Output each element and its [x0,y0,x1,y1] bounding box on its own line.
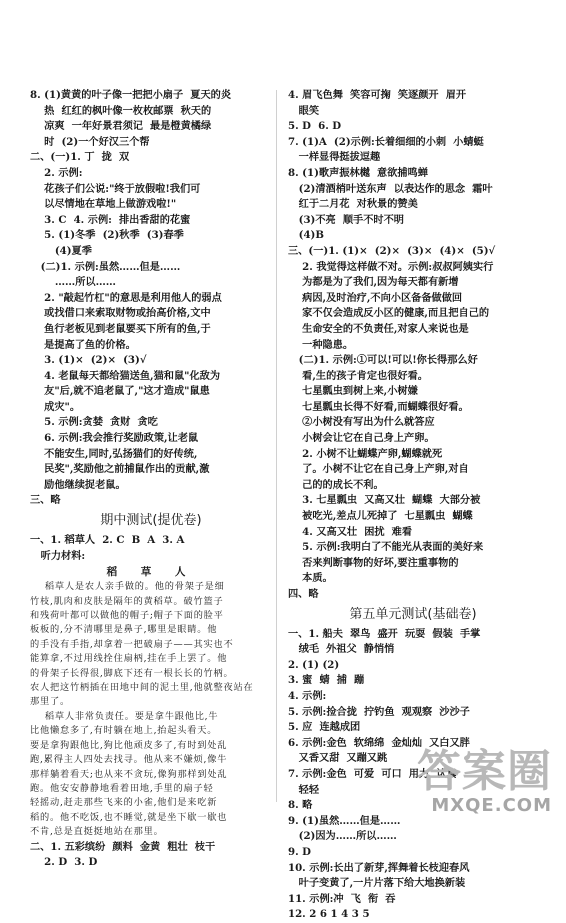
answer-line: ②小树没有写出为什么就答应 [288,416,435,429]
answer-line: 家不仅会造成反小区的健康,而且把自己的 [288,307,490,320]
answer-line: 被吃光,差点儿死掉了 七星瓢虫 蝴蝶 [288,510,473,523]
passage-line: 轻摇动,赶走那些飞来的小雀,他们是来吃新 [30,797,218,809]
answer-line: 3. 蜜 蜻 捕 蹦 [288,674,365,687]
answer-line: 励他继续捉老鼠。 [30,478,126,491]
answer-line: 己的的成长不利。 [288,478,384,491]
answer-line: 花孩子们公说:"终于放假啦!我们可 [30,182,201,195]
answer-line: 2. 小树不让蝴蝶产卵,蝴蝶就死 [288,447,443,460]
answer-line: 是提高了鱼的价格。 [30,338,136,351]
answer-line: (4)夏季 [30,244,92,257]
answer-line: 2. "敲起竹杠"的意思是利用他人的弱点 [30,291,222,304]
answer-line: 生命安全的不负责任,对家人来说也是 [288,322,469,335]
passage-line: 稻草人非常负责任。要是拿牛跟他比,牛 [30,710,219,722]
answer-line: ……所以…… [30,276,116,289]
answer-line: 了。小树不让它在自己身上产卵,对自 [288,463,469,476]
passage-line: 比他懒怠多了,有时躺在地上,抬起头看天。 [30,725,218,737]
passage-line: 竹枝,肌肉和皮肤是隔年的黄稻草。破竹篮子 [30,595,224,607]
answer-line: 三、(一)1. (1)× (2)× (3)× (4)× (5)√ [288,244,496,257]
answer-line: 5. 示例:贪婪 贪财 贪吃 [30,416,158,429]
answer-line: 三、略 [30,494,61,507]
answer-line: 二、1. 五彩缤纷 颜料 金黄 粗壮 枝干 [30,840,216,853]
answer-line: 8. (1)歌声振林樾 意欲捕鸣蝉 [288,166,428,179]
passage-line: 不肯,总是直挺挺地站在那里。 [30,826,164,838]
answer-line: 7. 示例:金色 可爱 可口 用力 认真 [288,767,457,780]
answer-line: 听力材料: [30,549,86,562]
answer-line: (2)清酒梢叶送东声 以表达作的思念 霜叶 [288,182,493,195]
answer-line: 4. 眉飞色舞 笑容可掬 笑逐颜开 眉开 [288,89,467,101]
answer-line: 一、1. 船夫 翠鸟 盛开 玩耍 假装 手掌 [288,627,481,640]
passage-line: 稻草人是农人亲手做的。他的骨架子是细 [30,581,225,593]
column-divider [276,90,277,802]
passage-line: 要是拿狗跟他比,狗比他顽皮多了,有时到处乱 [30,739,228,751]
answer-line: (二)1. 示例:①可以!可以!你长得那么好 [288,354,478,367]
answer-line: 3. C 4. 示例: 排出香甜的花蜜 [30,213,191,226]
answer-line: 12. 2 6 1 4 3 5 [288,908,370,921]
answer-line: 轻轻 [288,783,320,796]
answer-line: 9. D [288,845,312,858]
passage-line: 那里了。 [30,696,70,708]
answer-line: 否来判断事物的好坏,要注重事物的 [288,556,459,569]
answer-line: 一种隐患。 [288,338,354,351]
answer-line: 4. 老鼠每天都给猫送鱼,猫和鼠"化敌为 [30,369,221,382]
answer-line: 5. D 6. D [288,120,342,133]
answer-line: 红于二月花 对秋景的赞美 [288,198,418,211]
answer-line: 时 (2)一个好汉三个帮 [30,135,150,148]
answer-line: 七星瓢虫长得不好看,而蝴蝶很好看。 [288,400,469,413]
answer-line: 2. (1) (2) [288,658,340,671]
answer-line: 以尽情地在草地上做游戏啦!" [30,198,177,211]
answer-line: 2. D 3. D [30,856,98,869]
answer-line: 4. 示例: [288,689,327,702]
answer-line: (4)B [288,229,324,242]
answer-line: 5. (1)冬季 (2)秋季 (3)春季 [30,229,184,242]
answer-line: 热 红红的枫叶像一枚枚邮票 秋天的 [30,104,212,117]
answer-line: 3. (1)× (2)× (3)√ [30,354,147,367]
answer-line: 2. 示例: [30,166,83,179]
passage-line: 稻的。他不吃饭,也不睡觉,就是坐下歇一歇也 [30,811,228,823]
answer-line: 四、略 [288,588,319,600]
answer-line: 8. (1)黄黄的叶子像一把把小扇子 夏天的炎 [30,89,232,101]
answer-line: 4. 又高又壮 困扰 难看 [288,525,413,538]
answer-line: 小树会让它在自己身上产卵。 [288,432,435,445]
passage-title: 稻 草 人 [106,566,196,579]
passage-line: 跑。他安安静静地看着田地,手里的扇子轻 [30,782,214,794]
answer-line: (3)不亮 顺手不时不明 [288,213,404,226]
answer-line: 或找借口来索取财物或抬高价格,文中 [30,307,211,320]
answer-line: 凉爽 一年好景君须记 最是橙黄橘绿 [30,120,212,133]
answer-line: 6. 示例:我会推行奖励政策,让老鼠 [30,432,199,445]
passage-line: 跑,累得主人四处去找寻。他从来不嫌烦,像牛 [30,754,228,766]
left-column [30,88,272,871]
answer-line: 9. (1)虽然……但是…… [288,814,401,827]
answer-line: 鱼行老板见到老鼠要买下所有的鱼,于 [30,322,211,335]
answer-line: 10. 示例:长出了新芽,挥舞着长枝迎春风 [288,861,470,874]
answer-line: 5. 示例:捡合拢 拧钓鱼 观观察 沙沙子 [288,705,470,718]
answer-line: 5. 应 连越成团 [288,721,361,734]
answer-line: 眼笑 [288,104,320,117]
watermark [417,748,552,816]
answer-line: 5. 示例:我明白了不能光从表面的美好来 [288,541,484,554]
answer-line: 6. 示例:金色 软绵绵 金灿灿 又白又胖 [288,736,470,749]
answer-line: 不能安生,同时,弘扬猫们的好传统, [30,447,198,460]
answer-line: 又香又甜 又蹦又跳 [288,752,388,765]
answer-line: 11. 示例:冲 飞 衔 吞 [288,892,396,905]
answer-line: 七星瓢虫到树上来,小树嫌 [288,385,418,398]
answer-line: 一、1. 稻草人 2. C B A 3. A [30,534,185,547]
answer-line: 二、(一)1. 丁 拢 双 [30,151,130,164]
answer-line: 病因,及时治疗,不向小区备备做做回 [288,291,463,304]
answer-line: 为都是为了我们,因为每天都有新增 [288,276,459,289]
answer-line: 民奖",奖励他之前捕鼠作出的贡献,激 [30,463,210,476]
passage-line: 能算拿,不过用线拴住扇柄,挂在手上罢了。他 [30,653,228,665]
section-heading: 第五单元测试(基础卷) [349,606,477,622]
answer-line: 3. 七星瓢虫 又高又壮 蝴蝶 大部分被 [288,494,481,507]
answer-line: 绒毛 外祖父 静悄悄 [288,643,395,656]
answer-line: 一样显得挺拔逗趣 [288,151,381,164]
watermark-logo-text: 答案圈 [417,746,552,797]
passage-line: 板板的,分不清哪里是鼻子,哪里是眼睛。他 [30,624,218,636]
answer-line: 看,生的孩子肯定也很好看。 [288,369,428,382]
watermark-url: MXQE.COM [431,795,552,816]
answer-line: 本质。 [288,572,333,585]
passage-line: 那样躺着看天;也从来不贪玩,像狗那样到处乱 [30,768,228,780]
answer-line: 8. 略 [288,799,313,812]
passage-line: 农人把这竹柄插在田地中间的泥土里,他就整夜站在 [30,682,254,694]
answer-line: 叶子变黄了,一片片落下给大地换新装 [288,877,466,890]
answer-line: 友"后,就不追老鼠了,"这才造成"鼠患 [30,385,210,398]
answer-line: (二)1. 示例:虽然……但是…… [30,260,181,273]
passage-line: 的手没有手指,却拿着一把破扇子——其实也不 [30,638,234,650]
answer-line: 7. (1)A (2)示例:长着细细的小刺 小蜻蜓 [288,135,484,148]
section-heading: 期中测试(提优卷) [100,513,202,529]
passage-line: 的骨架子长得很,脚底下还有一根长长的竹柄。 [30,667,234,679]
answer-line: (2)因为……所以…… [288,830,397,843]
answer-line: 2. 我觉得这样做不对。示例:叔叔阿姨实行 [288,260,494,273]
passage-line: 和残荷叶都可以做他的帽子;帽子下面的脸平 [30,610,224,622]
answer-line: 成灾"。 [30,400,81,413]
